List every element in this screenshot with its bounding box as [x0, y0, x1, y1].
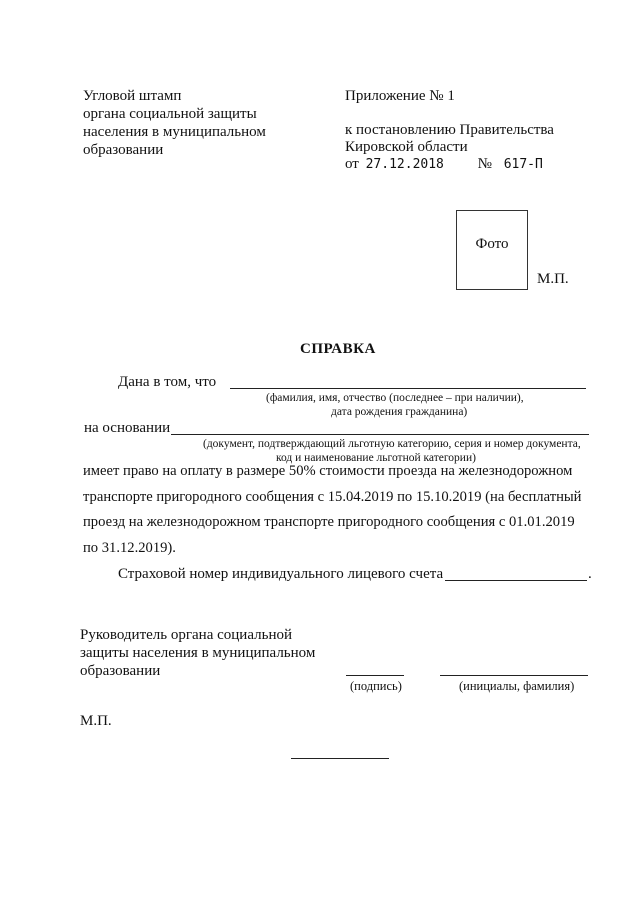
- head-line: образовании: [80, 663, 161, 679]
- number-value: 617-П: [503, 157, 543, 172]
- given-label: Дана в том, что: [118, 374, 217, 390]
- appendix-line-1: к постановлению Правительства: [345, 122, 554, 138]
- corner-stamp-line: органа социальной защиты: [83, 106, 257, 122]
- date-prefix: от: [345, 156, 359, 172]
- name-line: [440, 675, 588, 676]
- name-hint: (инициалы, фамилия): [459, 679, 575, 693]
- photo-label: Фото: [475, 236, 509, 252]
- given-hint-1: (фамилия, имя, отчество (последнее – при наличии),: [266, 392, 524, 404]
- head-signature-block: [80, 626, 315, 680]
- corner-stamp-line: населения в муниципальном: [83, 124, 266, 140]
- basis-hint-1: (документ, подтверждающий льготную категорию, серия и номер документа,: [203, 438, 581, 450]
- corner-stamp: [83, 87, 266, 159]
- seal-top: М.П.: [537, 271, 569, 287]
- page-title: СПРАВКА: [300, 341, 376, 357]
- body-line-3: проезд на железнодорожном транспорте пригородного сообщения с 01.01.2019: [83, 514, 575, 530]
- number-prefix: №: [477, 156, 492, 172]
- insurance-line: [445, 580, 587, 581]
- date-value: 27.12.2018: [365, 157, 444, 172]
- photo-box: [456, 210, 528, 290]
- basis-label: на основании: [84, 420, 171, 436]
- appendix-line-2: Кировской области: [345, 139, 468, 155]
- insurance-label: Страховой номер индивидуального лицевого счета: [118, 566, 444, 582]
- body-line-2: транспорте пригородного сообщения с 15.04.2019 по 15.10.2019 (на бесплатный: [83, 489, 582, 505]
- corner-stamp-line: Угловой штамп: [83, 88, 182, 104]
- basis-hint-2: код и наименование льготной категории): [276, 452, 476, 464]
- given-hint-2: дата рождения гражданина): [331, 406, 468, 418]
- insurance-end: .: [588, 566, 592, 582]
- head-line: защиты населения в муниципальном: [80, 645, 316, 661]
- body-line-1: имеет право на оплату в размере 50% стоимости проезда на железнодорожном: [83, 463, 573, 479]
- head-line: Руководитель органа социальной: [80, 627, 292, 643]
- given-line: [230, 388, 586, 389]
- signature-hint: (подпись): [350, 679, 402, 693]
- appendix-title: Приложение № 1: [345, 88, 455, 104]
- corner-stamp-line: образовании: [83, 142, 164, 158]
- signature-line: [346, 675, 404, 676]
- seal-bottom: М.П.: [80, 713, 112, 729]
- closing-rule: [291, 758, 389, 759]
- basis-line: [171, 434, 589, 435]
- appendix-date-row: [345, 155, 543, 174]
- body-line-4: по 31.12.2019).: [83, 540, 176, 556]
